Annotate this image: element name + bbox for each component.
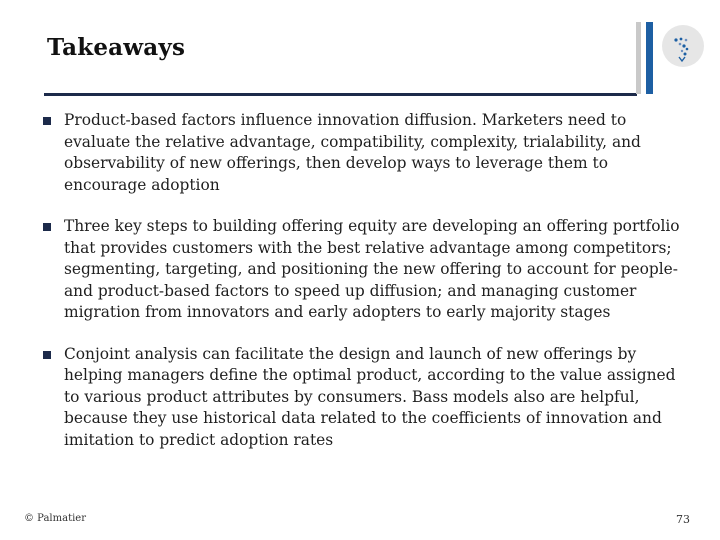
bullet-text: Three key steps to building offering equity are developing an offering portfolio that provides customers with the best relative advantage among competitors; segmenting, targeting, and positioning the new offering to account for people- and product-based factors to speed up diffusion; and managing customer migration from innovators and early adopters to early majority stages [64,217,680,321]
page-number: 73 [676,513,690,526]
list-item [40,216,690,324]
square-bullet-icon [43,117,51,125]
title-underline [44,93,637,96]
square-bullet-icon [43,351,51,359]
dotted-arrow-logo-icon [662,25,704,67]
list-item [40,344,690,452]
slide-title: Takeaways [47,34,186,61]
decorative-blue-bar [646,22,653,94]
bullet-text: Conjoint analysis can facilitate the design and launch of new offerings by helping managers define the optimal product, according to the value assigned to various product attributes by consumers. Bass models also are helpful, because they use historical data related to the coefficients of innovation and imitation to predict adoption rates [64,344,676,449]
decorative-gray-bar [636,22,641,94]
bullet-text: Product-based factors influence innovation diffusion. Marketers need to evaluate the relative advantage, compatibility, complexity, trialability, and observability of new offerings, then develop ways to leverage them to encourage adoption [64,111,641,194]
logo-graphic [662,25,704,67]
copyright-notice: © Palmatier [24,513,86,524]
list-item [40,110,690,196]
square-bullet-icon [43,223,51,231]
takeaways-list [40,110,690,471]
